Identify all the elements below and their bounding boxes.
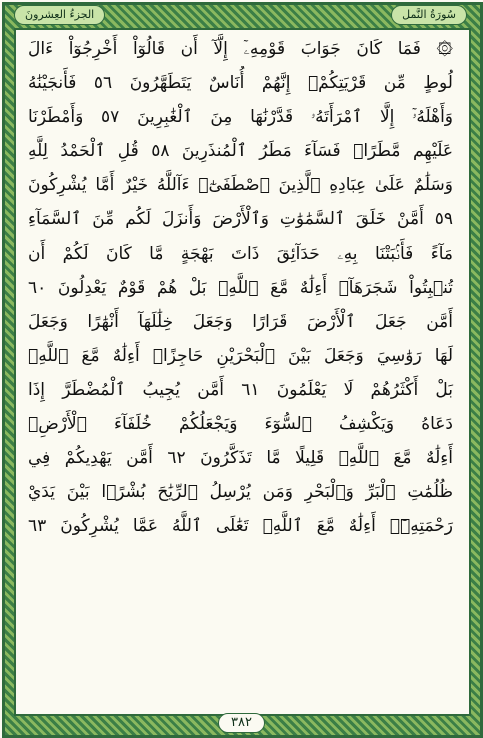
juz-label: الجزءُ العِشرونَ [14, 5, 105, 25]
verse-line: رَحْمَتِهِۦٓۗ أَءِلَٰهٌ مَّعَ ٱللَّهِۚ تَعَٰلَى ٱللَّهُ عَمَّا يُشْرِكُونَ ٦٣ [28, 516, 453, 537]
verse-lines [14, 32, 467, 712]
verse-line: دَعَاهُ وَيَكْشِفُ ٱلسُّوٓءَ وَيَجْعَلُكُمْ خُلَفَآءَ ٱلْأَرْضِۗ [28, 414, 453, 435]
verse-line: مَآءً فَأَنۢبَتْنَا بِهِۦ حَدَآئِقَ ذَاتَ بَهْجَةٍ مَّا كَانَ لَكُمْ أَن [28, 243, 453, 264]
verse-line: تُنۢبِتُواْ شَجَرَهَآۗ أَءِلَٰهٌ مَّعَ ٱللَّهِۚ بَلْ هُمْ قَوْمٌ يَعْدِلُونَ ٦٠ [28, 277, 453, 298]
verse-line: عَلَيْهِم مَّطَرًاۖ فَسَآءَ مَطَرُ ٱلْمُنذَرِينَ ٥٨ قُلِ ٱلْحَمْدُ لِلَّهِ [28, 141, 453, 162]
verse-line: أَمَّن جَعَلَ ٱلْأَرْضَ قَرَارًا وَجَعَلَ خِلَٰلَهَآ أَنْهَٰرًا وَجَعَلَ [28, 311, 453, 332]
verse-line: ۞ فَمَا كَانَ جَوَابَ قَوْمِهِۦٓ إِلَّآ أَن قَالُوٓاْ أَخْرِجُوٓاْ ءَالَ [28, 39, 453, 59]
verse-line: لُوطٍ مِّن قَرْيَتِكُمْۖ إِنَّهُمْ أُنَاسٌ يَتَطَهَّرُونَ ٥٦ فَأَنجَيْنَٰهُ [28, 73, 453, 94]
verse-line: ظُلُمَٰتِ ٱلْبَرِّ وَٱلْبَحْرِ وَمَن يُرْسِلُ ٱلرِّيَٰحَ بُشْرًۢا بَيْنَ يَدَيْ [28, 482, 453, 503]
verse-line: وَأَهْلَهُۥٓ إِلَّا ٱمْرَأَتَهُۥ قَدَّرْنَٰهَا مِنَ ٱلْغَٰبِرِينَ ٥٧ وَأَمْطَرْنَا [28, 107, 454, 128]
page-number: ٣٨٢ [218, 713, 265, 733]
verse-line: أَءِلَٰهٌ مَّعَ ٱللَّهِۚ قَلِيلًا مَّا تَذَكَّرُونَ ٦٢ أَمَّن يَهْدِيكُمْ فِي [28, 448, 453, 469]
page-footer [0, 712, 483, 734]
verse-line: ٥٩ أَمَّنْ خَلَقَ ٱلسَّمَٰوَٰتِ وَٱلْأَرْضَ وَأَنزَلَ لَكُم مِّنَ ٱلسَّمَآءِ [28, 209, 453, 230]
verse-line: بَلْ أَكْثَرُهُمْ لَا يَعْلَمُونَ ٦١ أَمَّن يُجِيبُ ٱلْمُضْطَرَّ إِذَا [28, 379, 453, 400]
page-header [14, 4, 467, 26]
verse-line: لَهَا رَوَٰسِيَ وَجَعَلَ بَيْنَ ٱلْبَحْرَيْنِ حَاجِزًاۗ أَءِلَٰهٌ مَّعَ ٱللَّهِۚ [28, 345, 453, 366]
surah-label: سُورَةُ النَّمل [391, 5, 467, 25]
verse-line: وَسَلَٰمٌ عَلَىٰ عِبَادِهِ ٱلَّذِينَ ٱصْطَفَىٰٓۗ ءَآللَّهُ خَيْرٌ أَمَّا يُشْرِكُونَ [28, 175, 453, 196]
